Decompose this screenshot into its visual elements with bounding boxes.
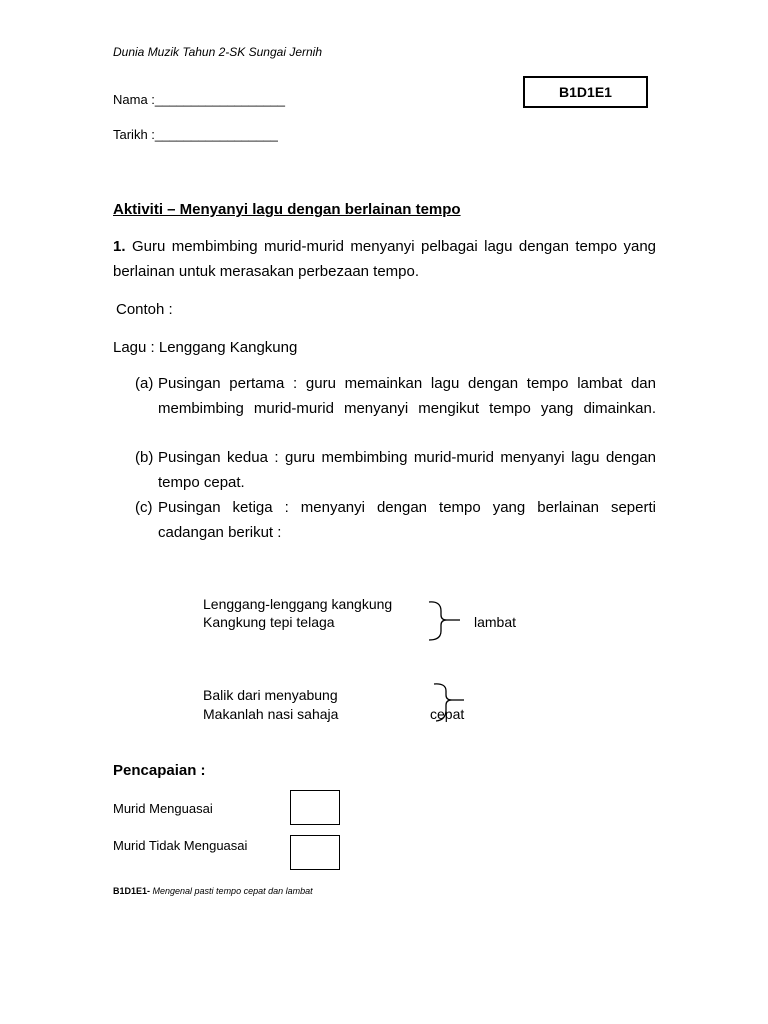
example-label: Contoh : <box>116 301 173 318</box>
song-label: Lagu : Lenggang Kangkung <box>113 339 298 356</box>
step-c-text: Pusingan ketiga : menyanyi dengan tempo yang berlainan seperti cadangan berikut : <box>158 499 656 541</box>
lyric-line-2: Kangkung tepi telaga <box>203 614 335 630</box>
lyric-line-3: Balik dari menyabung <box>203 687 338 703</box>
lyric-line-1: Lenggang-lenggang kangkung <box>203 596 393 612</box>
date-field[interactable]: Tarikh :_________________ <box>113 127 278 142</box>
lyric-line-4: Makanlah nasi sahaja <box>203 706 339 722</box>
achievement-option-1: Murid Menguasai <box>113 801 213 816</box>
brace-icon-lambat <box>425 598 465 644</box>
achievement-checkbox-2[interactable] <box>290 835 340 870</box>
name-field[interactable]: Nama :__________________ <box>113 92 286 107</box>
achievement-option-2: Murid Tidak Menguasai <box>113 838 248 853</box>
tempo-lambat: lambat <box>474 614 517 630</box>
footer-code: B1D1E1- <box>113 886 151 896</box>
footer-description: Mengenal pasti tempo cepat dan lambat <box>150 886 313 896</box>
code-box <box>523 76 648 108</box>
step-c-marker: (c) <box>135 499 153 516</box>
step-b-marker: (b) <box>135 449 154 466</box>
instruction-text: Guru membimbing murid-murid menyanyi pelbagai lagu dengan tempo yang berlainan untuk merasakan perbezaan tempo. <box>113 238 656 280</box>
code-text: B1D1E1 <box>559 84 612 100</box>
step-b <box>135 445 656 495</box>
footer-note <box>113 886 313 896</box>
tempo-cepat: cepat <box>430 706 465 722</box>
school-header: Dunia Muzik Tahun 2-SK Sungai Jernih <box>113 45 323 59</box>
step-a-marker: (a) <box>135 375 154 392</box>
instruction-number: 1. <box>113 238 126 255</box>
step-b-text: Pusingan kedua : guru membimbing murid-murid menyanyi lagu dengan tempo cepat. <box>158 449 656 491</box>
activity-title: Aktiviti – Menyanyi lagu dengan berlainan tempo <box>113 201 461 218</box>
instruction-paragraph <box>113 234 656 284</box>
step-c <box>135 495 656 545</box>
achievement-checkbox-1[interactable] <box>290 790 340 825</box>
step-a-text: Pusingan pertama : guru memainkan lagu dengan tempo lambat dan membimbing murid-murid menyanyi mengikut tempo yang dimainkan. <box>158 375 656 417</box>
step-a <box>135 371 656 421</box>
achievement-title: Pencapaian : <box>113 762 206 779</box>
